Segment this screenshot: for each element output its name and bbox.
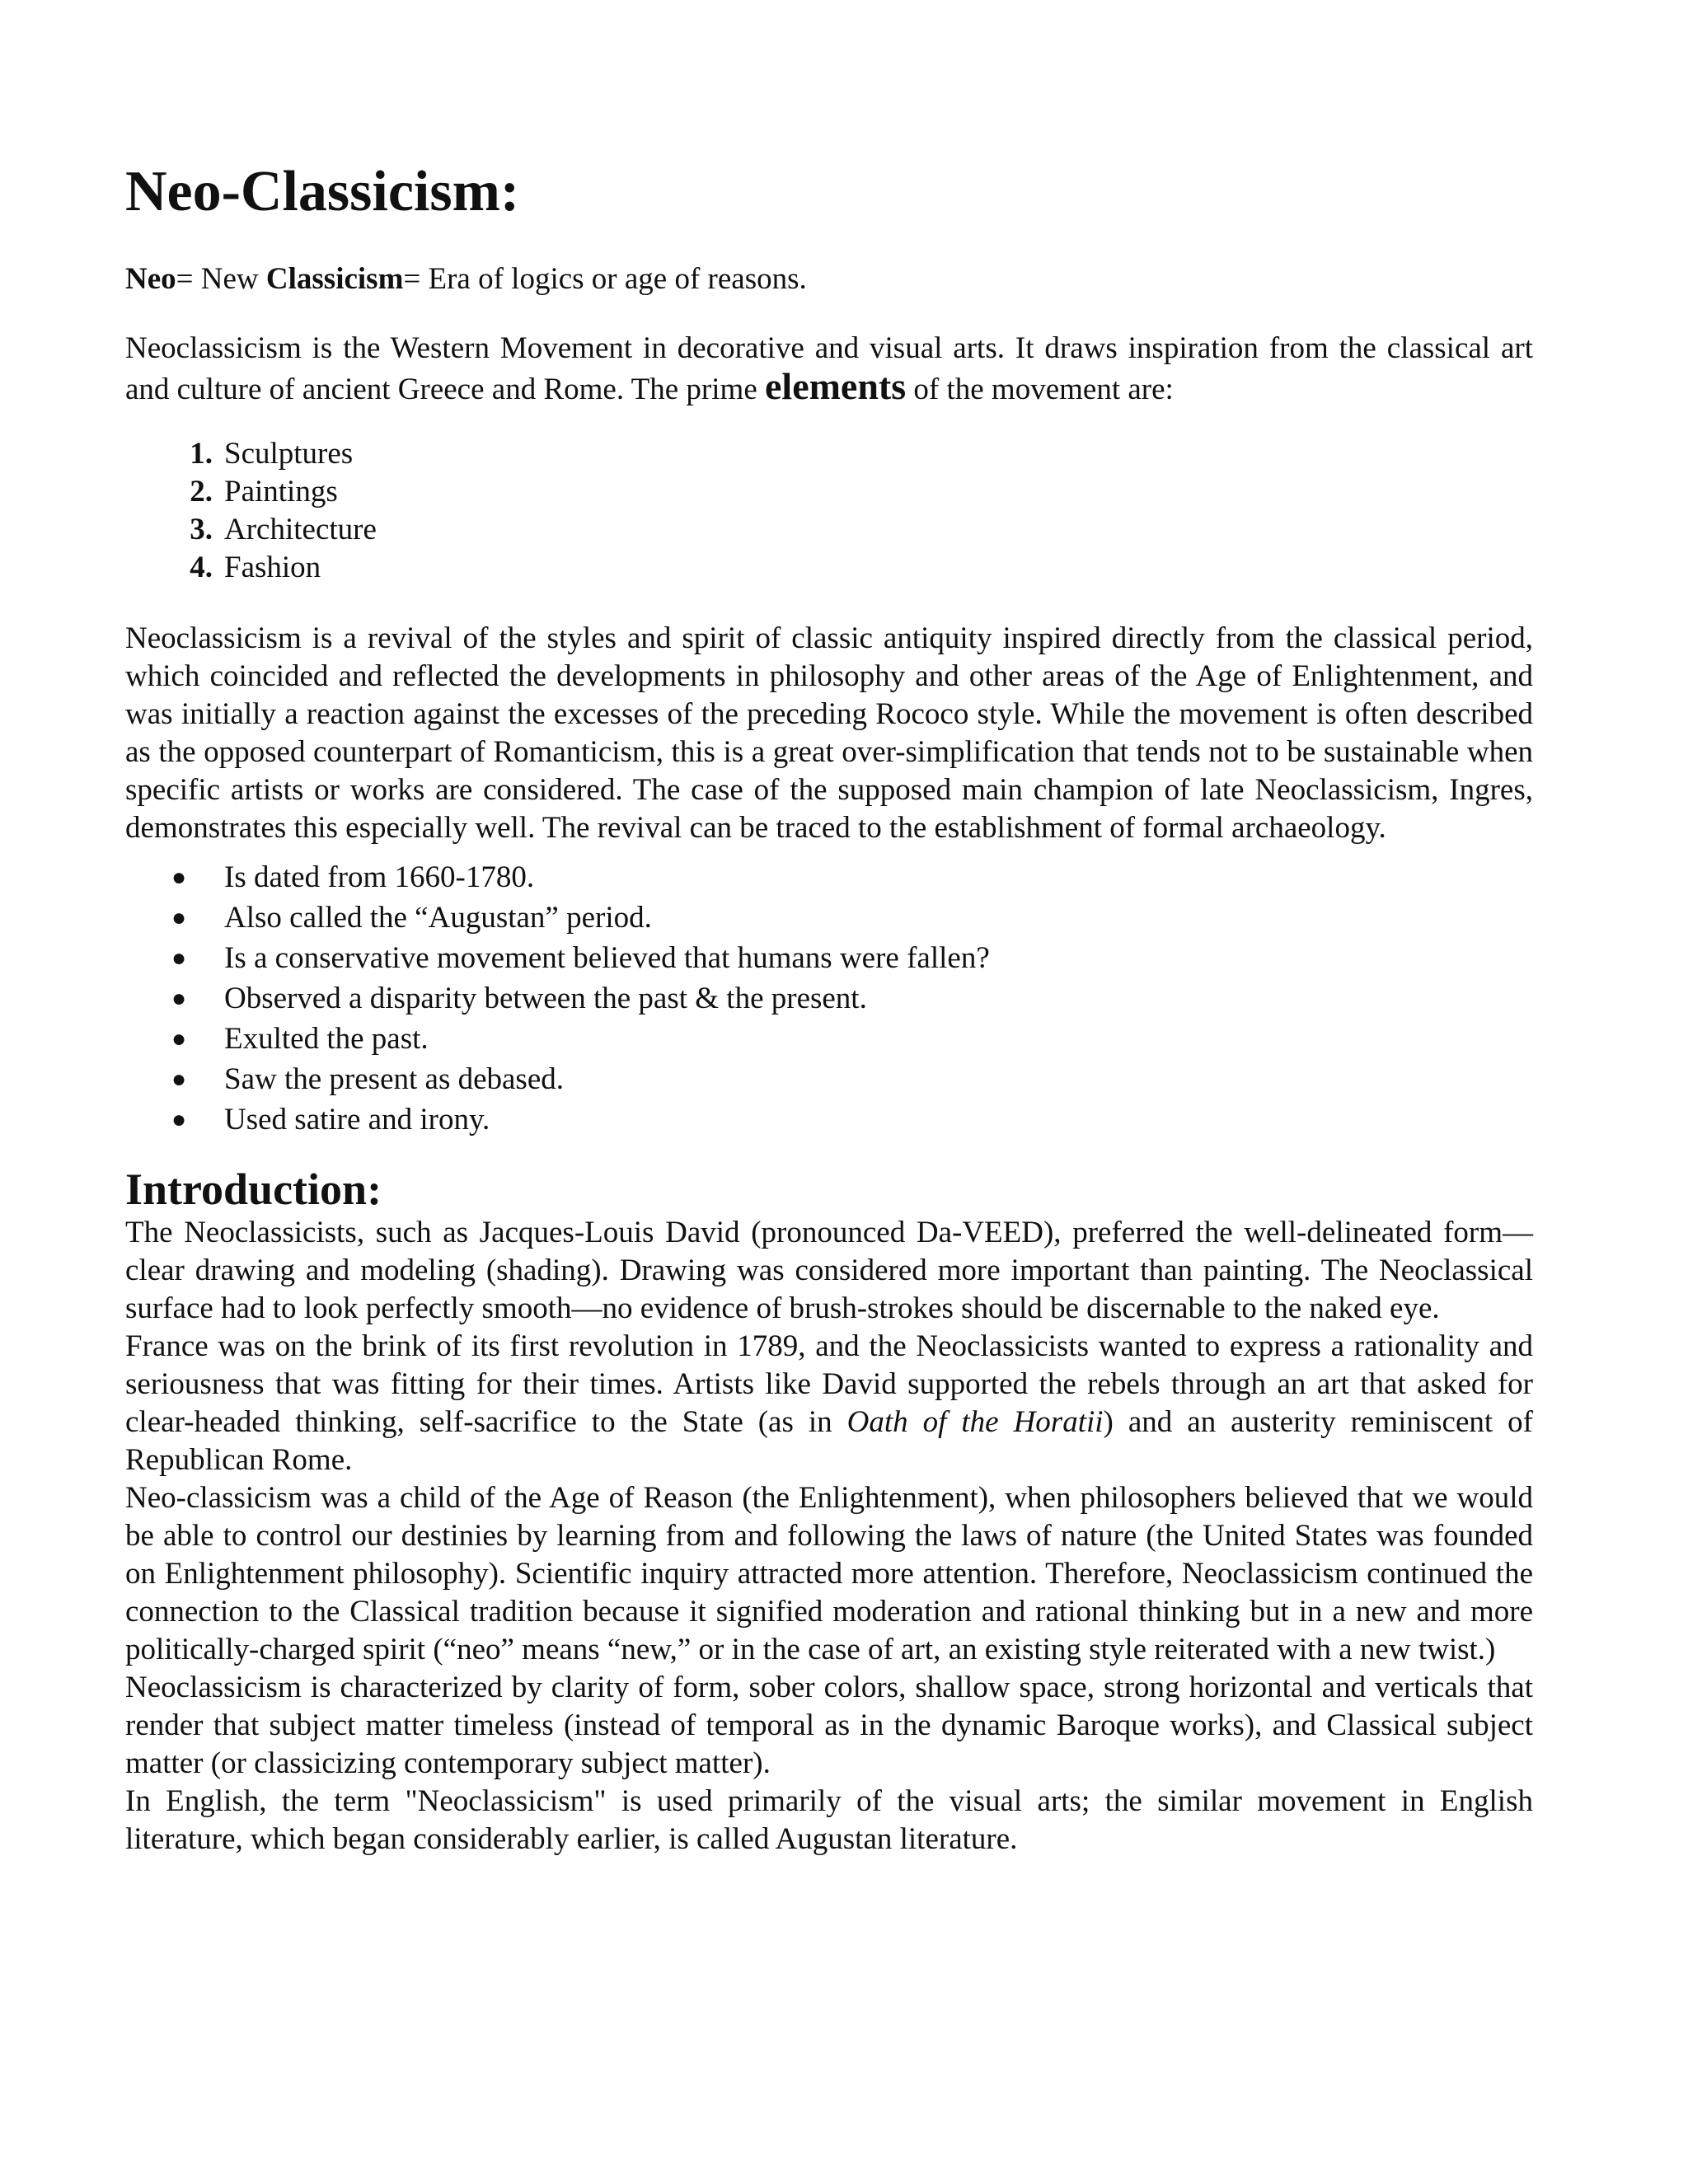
- revival-paragraph: Neoclassicism is a revival of the styles and spirit of classic antiquity inspired directly from the classical period, which coincided and reflected the developments in philosophy and other areas of the Age of Enlightenment, and was initially a reaction against the excesses of the preceding Rococo style. While the movement is often described as the opposed counterpart of Romanticism, this is a great over-simplification that tends not to be sustainable when specific artists or works are considered. The case of the supposed main champion of late Neoclassicism, Ingres, demonstrates this especially well. The revival can be traced to the establishment of formal archaeology.: [125, 621, 1533, 845]
- bullet-icon: ●: [171, 864, 187, 891]
- introduction-paragraph-4: Neoclassicism is characterized by clarity of form, sober colors, shallow space, strong horizontal and verticals that render that subject matter timeless (instead of temporal as in the dynamic Baroque works), and Classical subject matter (or classicizing contemporary subject matter).: [125, 1671, 1533, 1780]
- list-item: ● Also called the “Augustan” period.: [125, 898, 1533, 938]
- document-page: [125, 157, 1533, 1858]
- bullet-icon: ●: [171, 1025, 187, 1052]
- bullet-icon: ●: [171, 985, 187, 1012]
- list-item: ● Exulted the past.: [125, 1019, 1533, 1059]
- introduction-section: [125, 1214, 1533, 1858]
- elements-emphasis: elements: [765, 365, 907, 407]
- list-item: ● Is dated from 1660-1780.: [125, 857, 1533, 898]
- neo-term: Neo: [125, 262, 176, 296]
- facts-list: [125, 857, 1533, 1140]
- classicism-meaning: = Era of logics or age of reasons.: [403, 262, 807, 296]
- neo-meaning: = New: [176, 262, 266, 296]
- bullet-icon: ●: [171, 944, 187, 972]
- list-item: 4. Fashion: [190, 551, 321, 584]
- introduction-paragraph-5: In English, the term "Neoclassicism" is used primarily of the visual arts; the similar movement in English literature, which began considerably earlier, is called Augustan literature.: [125, 1784, 1533, 1856]
- bullet-icon: ●: [171, 904, 187, 931]
- list-item: ● Observed a disparity between the past & the present.: [125, 978, 1533, 1019]
- definition-line: [125, 260, 1533, 298]
- elements-list: [125, 435, 1533, 587]
- list-item: 1. Sculptures: [190, 437, 354, 471]
- list-item: ● Used satire and irony.: [125, 1099, 1533, 1140]
- introduction-paragraph-3: Neo-classicism was a child of the Age of Reason (the Enlightenment), when philosophers believed that we would be able to control our destinies by learning from and following the laws of nature (the United States was founded on Enlightenment philosophy). Scientific inquiry attracted more attention. Therefore, Neoclassicism continued the connection to the Classical tradition because it signified moderation and rational thinking but in a new and more politically-charged spirit (“neo” means “new,” or in the case of art, an existing style reiterated with a new twist.): [125, 1481, 1533, 1666]
- list-item: ● Saw the present as debased.: [125, 1059, 1533, 1099]
- bullet-icon: ●: [171, 1106, 187, 1133]
- list-item: 2. Paintings: [190, 475, 338, 509]
- page-title: Neo-Classicism:: [125, 160, 520, 223]
- artwork-title: Oath of the Horatii: [846, 1405, 1104, 1439]
- introduction-paragraph-1: The Neoclassicists, such as Jacques-Louis David (pronounced Da-VEED), preferred the well-delineated form—clear drawing and modeling (shading). Drawing was considered more important than painting. The Neoclassical surface had to look perfectly smooth—no evidence of brush-strokes should be discernable to the naked eye.: [125, 1216, 1533, 1325]
- classicism-term: Classicism: [265, 262, 404, 296]
- bullet-icon: ●: [171, 1066, 187, 1093]
- list-item: ● Is a conservative movement believed that humans were fallen?: [125, 938, 1533, 978]
- introduction-paragraph-2: France was on the brink of its first revolution in 1789, and the Neoclassicists wanted to express a rationality and seriousness that was fitting for their times. Artists like David supported the rebels through an art that asked for clear-headed thinking, self-sacrifice to the State (as in Oath of the Horatii) and an austerity reminiscent of Republican Rome.: [125, 1329, 1533, 1477]
- intro-paragraph: Neoclassicism is the Western Movement in decorative and visual arts. It draws inspiration from the classical art and culture of ancient Greece and Rome. The prime elements of the movement are:: [125, 331, 1533, 407]
- list-item: 3. Architecture: [190, 513, 377, 546]
- introduction-heading: Introduction:: [125, 1165, 382, 1214]
